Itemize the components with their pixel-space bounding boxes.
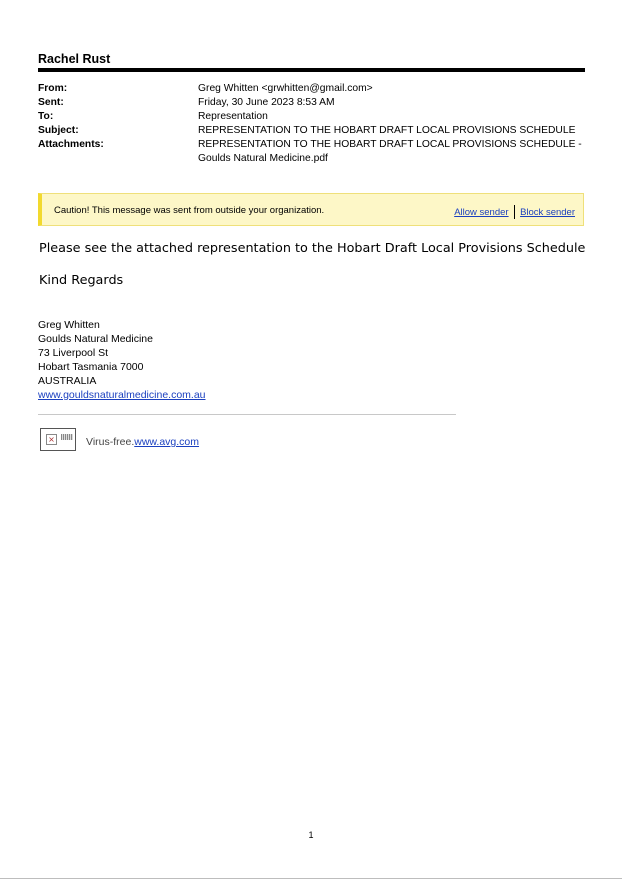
signature-name: Greg Whitten bbox=[38, 319, 100, 331]
signature-block bbox=[38, 318, 206, 402]
broken-image-icon bbox=[40, 428, 76, 451]
page-bottom-edge bbox=[0, 878, 622, 879]
attachments-row bbox=[38, 138, 585, 166]
link-divider bbox=[514, 205, 516, 219]
attachments-label: Attachments: bbox=[38, 139, 104, 150]
mailbox-owner: Rachel Rust bbox=[38, 52, 111, 66]
from-value: Greg Whitten <grwhitten@gmail.com> bbox=[198, 83, 373, 94]
subject-row bbox=[38, 124, 585, 138]
signature-street: 73 Liverpool St bbox=[38, 347, 109, 359]
message-body-line: Please see the attached representation to the Hobart Draft Local Provisions Schedule bbox=[39, 241, 586, 256]
from-row bbox=[38, 82, 585, 96]
from-label: From: bbox=[38, 83, 68, 94]
to-row bbox=[38, 110, 585, 124]
page-number: 1 bbox=[308, 830, 314, 840]
allow-sender-link[interactable]: Allow sender bbox=[454, 206, 509, 218]
avg-link[interactable]: www.avg.com bbox=[134, 436, 200, 448]
signature-country: AUSTRALIA bbox=[38, 375, 97, 387]
x-icon: × bbox=[46, 434, 57, 445]
block-sender-link[interactable]: Block sender bbox=[520, 206, 575, 218]
subject-value: REPRESENTATION TO THE HOBART DRAFT LOCAL PROVISIONS SCHEDULE bbox=[198, 125, 576, 136]
attachment-name-line2: Goulds Natural Medicine.pdf bbox=[198, 153, 328, 164]
sender-actions bbox=[454, 205, 575, 219]
sent-row bbox=[38, 96, 585, 110]
sent-value: Friday, 30 June 2023 8:53 AM bbox=[198, 97, 335, 108]
message-headers bbox=[38, 82, 585, 166]
signature-divider bbox=[38, 414, 456, 415]
attachment-name-line1: REPRESENTATION TO THE HOBART DRAFT LOCAL PROVISIONS SCHEDULE - bbox=[198, 139, 582, 150]
virus-free-notice bbox=[86, 436, 199, 448]
header-rule bbox=[38, 68, 585, 72]
caution-text: Caution! This message was sent from outside your organization. bbox=[54, 205, 325, 216]
signature-company: Goulds Natural Medicine bbox=[38, 333, 153, 345]
to-label: To: bbox=[38, 111, 54, 122]
closing-line: Kind Regards bbox=[39, 273, 124, 288]
sent-label: Sent: bbox=[38, 97, 64, 108]
website-link[interactable]: www.gouldsnaturalmedicine.com.au bbox=[38, 389, 206, 401]
external-sender-banner bbox=[38, 193, 584, 226]
placeholder-bars bbox=[61, 434, 73, 440]
virus-free-label: Virus-free. bbox=[86, 436, 135, 448]
signature-city: Hobart Tasmania 7000 bbox=[38, 361, 144, 373]
to-value: Representation bbox=[198, 111, 268, 122]
attachments-value bbox=[198, 138, 585, 166]
subject-label: Subject: bbox=[38, 125, 79, 136]
